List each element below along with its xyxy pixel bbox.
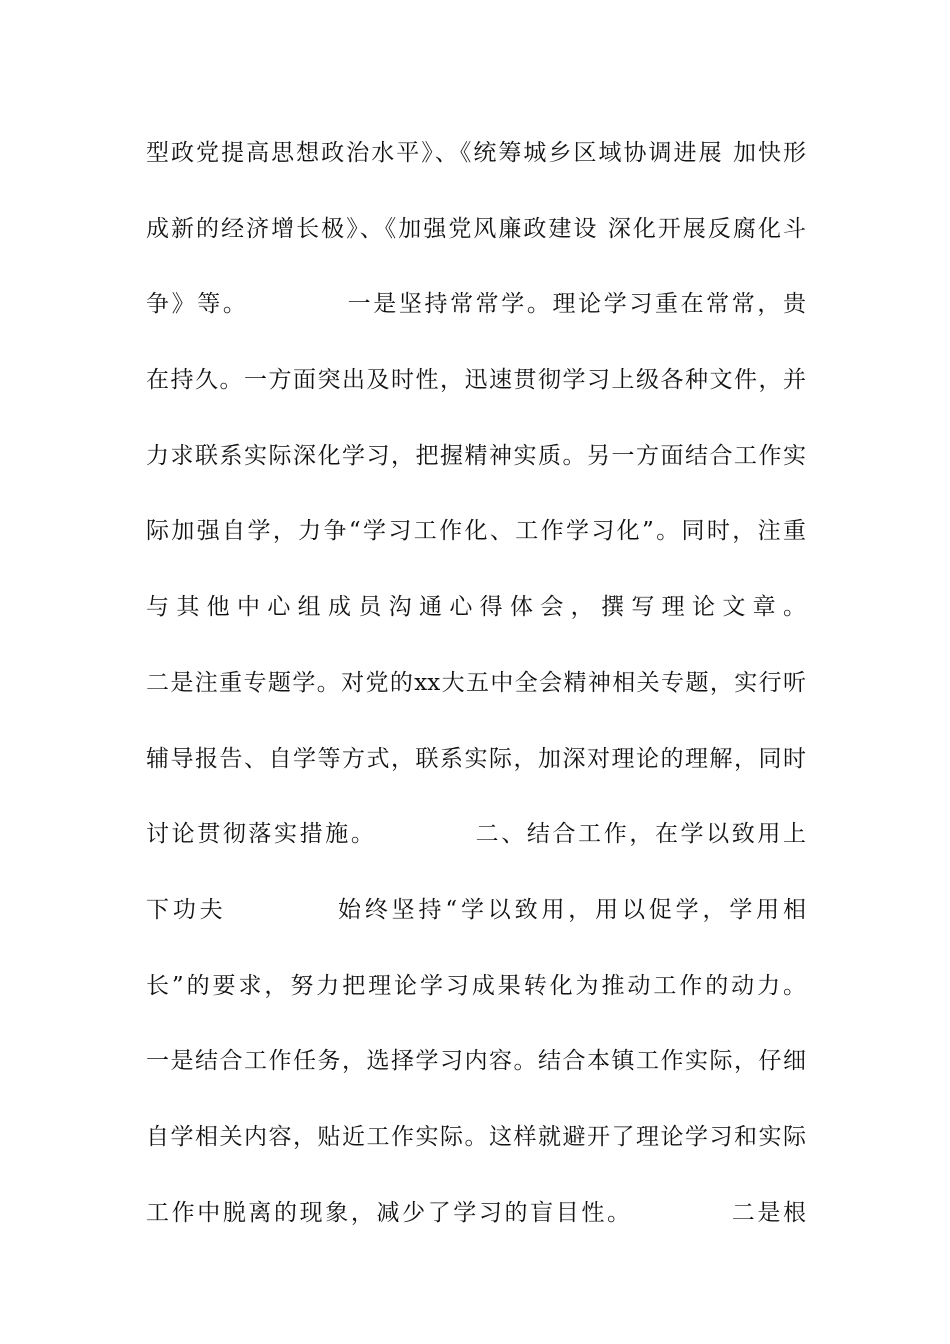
- text-line: 力求联系实际深化学习，把握精神实质。另一方面结合工作实: [146, 442, 806, 469]
- text-line: 自学相关内容，贴近工作实际。这样就避开了理论学习和实际: [146, 1123, 806, 1150]
- text-line: 长”的要求，努力把理论学习成果转化为推动工作的动力。: [146, 972, 806, 999]
- text-line: 讨论贯彻落实措施。 二、结合工作，在学以致用上: [146, 821, 806, 848]
- text-line: 与其他中心组成员沟通心得体会，撰写理论文章。: [146, 594, 806, 621]
- text-line: 二是注重专题学。对党的xx大五中全会精神相关专题，实行听: [146, 669, 806, 696]
- text-line: 成新的经济增长极》、《加强党风廉政建设 深化开展反腐化斗: [146, 215, 806, 242]
- text-line: 工作中脱离的现象，减少了学习的盲目性。 二是根: [146, 1199, 806, 1226]
- text-line: 争》等。 一是坚持常常学。理论学习重在常常，贵: [146, 291, 806, 318]
- body-text: [146, 131, 806, 1266]
- text-line: 型政党提高思想政治水平》、《统筹城乡区域协调进展 加快形: [146, 140, 806, 166]
- text-line: 下功夫 始终坚持“学以致用，用以促学，学用相: [146, 896, 806, 923]
- text-line: 一是结合工作任务，选择学习内容。结合本镇工作实际，仔细: [146, 1048, 806, 1075]
- text-line: 辅导报告、自学等方式，联系实际，加深对理论的理解，同时: [146, 745, 806, 772]
- text-line: 在持久。一方面突出及时性，迅速贯彻学习上级各种文件，并: [146, 367, 806, 394]
- text-line: 际加强自学，力争“学习工作化、工作学习化”。同时，注重: [146, 518, 806, 545]
